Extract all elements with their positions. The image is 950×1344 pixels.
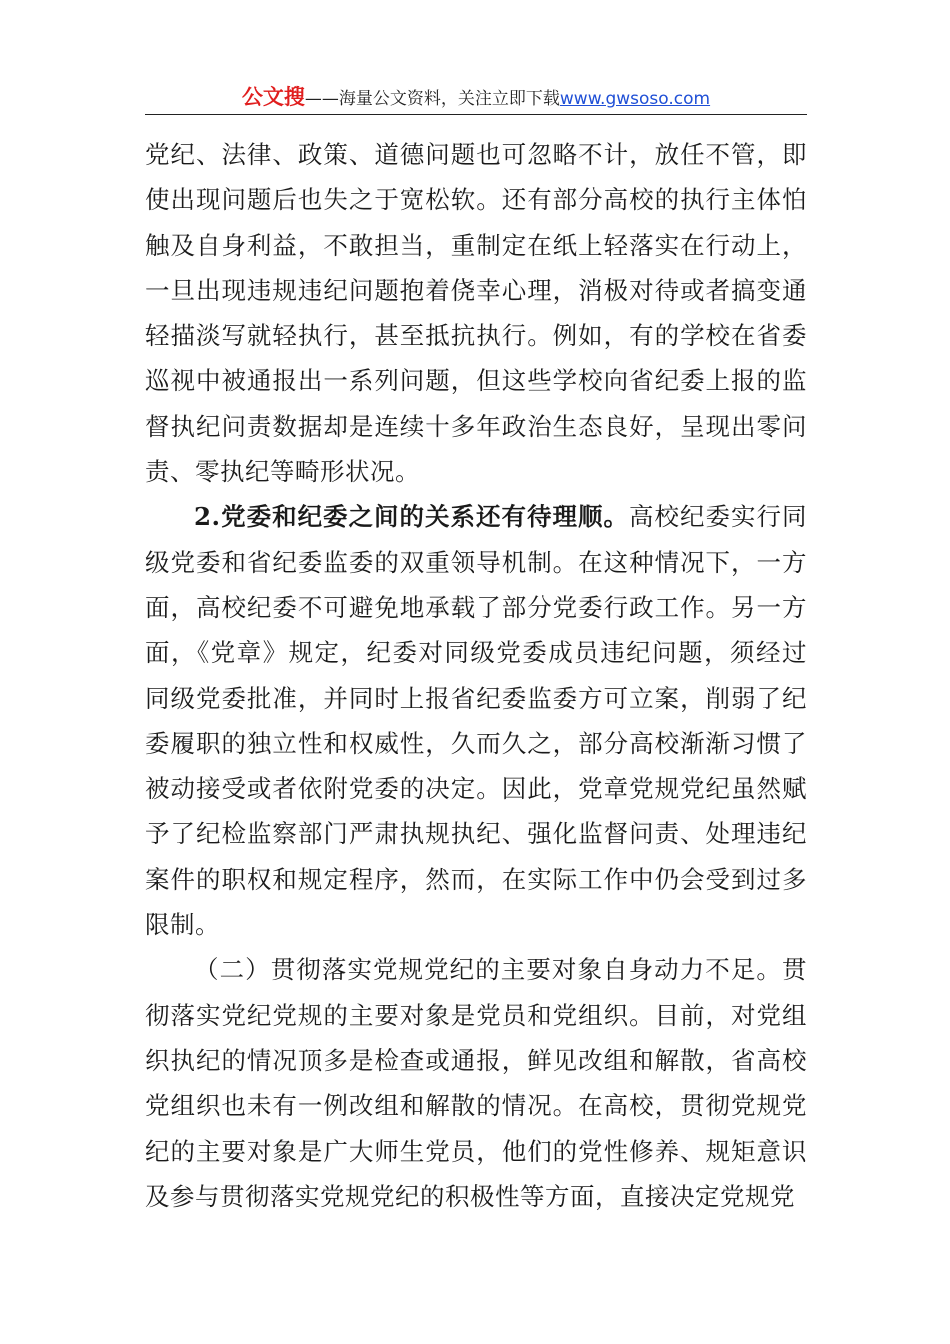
paragraph-party-committee-relation <box>145 494 807 947</box>
header-tagline: ——海量公文资料，关注立即下载 <box>304 89 560 109</box>
paragraph-body: 高校纪委实行同级党委和省纪委监委的双重领导机制。在这种情况下，一方面，高校纪委不可避免地承载了部分党委行政工作。另一方面，《党章》规定，纪委对同级党委成员违纪问题，须经过同级党委批准，并同时上报省纪委监委方可立案，削弱了纪委履职的独立性和权威性，久而久之，部分高校渐渐习惯了被动接受或者依附党委的决定。因此，党章党规党纪虽然赋予了纪检监察部门严肃执规执纪、强化监督问责、处理违纪案件的职权和规定程序，然而，在实际工作中仍会受到过多限制。 <box>145 502 808 940</box>
paragraph-section-two: （二）贯彻落实党规党纪的主要对象自身动力不足。贯彻落实党纪党规的主要对象是党员和党组织。目前，对党组织执纪的情况顶多是检查或通报，鲜见改组和解散，省高校党组织也未有一例改组和解散的情况。在高校，贯彻党规党纪的主要对象是广大师生党员，他们的党性修养、规矩意识及参与贯彻落实党规党纪的积极性等方面，直接决定党规党 <box>145 955 807 1211</box>
page-header <box>145 84 807 114</box>
website-link[interactable]: www.gwsoso.com <box>559 89 711 109</box>
header-divider <box>145 114 807 115</box>
brand-name: 公文搜 <box>241 85 305 109</box>
paragraph-heading: 2.党委和纪委之间的关系还有待理顺。 <box>194 502 630 532</box>
document-body <box>145 132 807 1219</box>
paragraph-continuation: 党纪、法律、政策、道德问题也可忽略不计，放任不管，即使出现问题后也失之于宽松软。还有部分高校的执行主体怕触及自身利益，不敢担当，重制定在纸上轻落实在行动上，一旦出现违规违纪问题抱着侥幸心理，消极对待或者搞变通轻描淡写就轻执行，甚至抵抗执行。例如，有的学校在省委巡视中被通报出一系列问题，但这些学校向省纪委上报的监督执纪问责数据却是连续十多年政治生态良好，呈现出零问责、零执纪等畸形状况。 <box>145 140 807 487</box>
